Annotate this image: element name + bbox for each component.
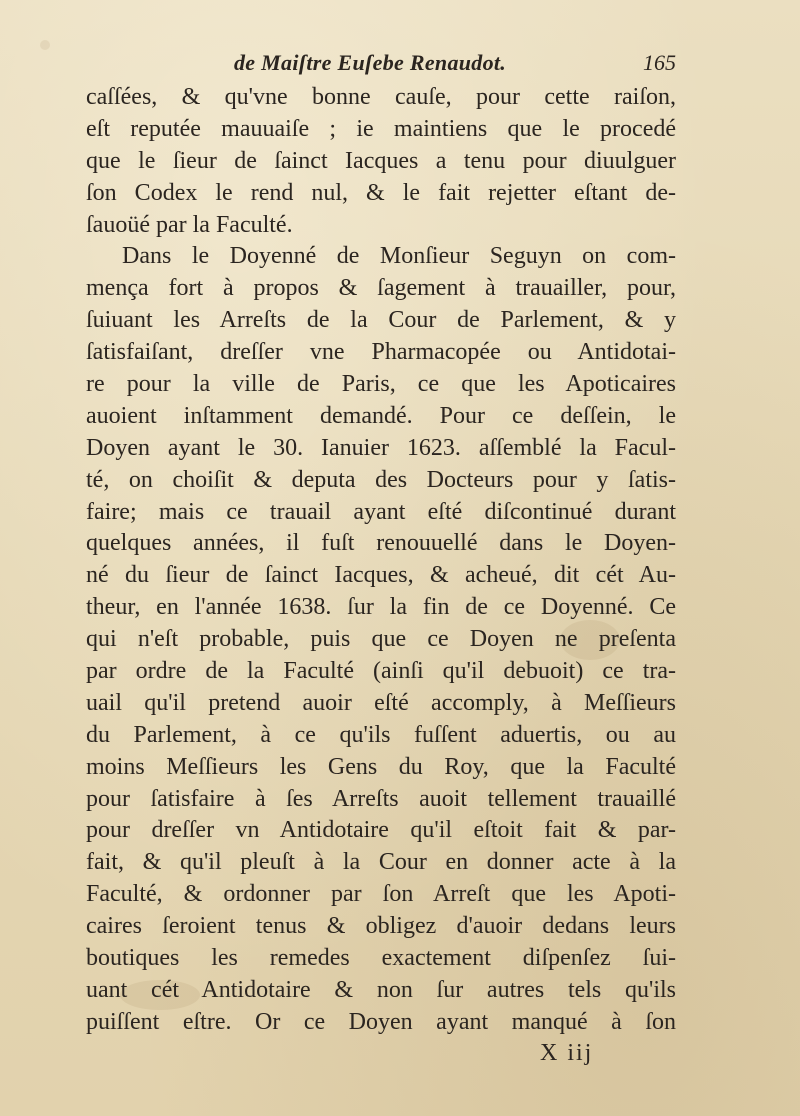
text-line: boutiques les remedes exactement diſpenſez ſui-: [86, 945, 676, 972]
text-line: uant cét Antidotaire & non ſur autres tels qu'ils: [86, 976, 676, 1003]
text-line: ſauoüé par la Faculté.: [86, 211, 293, 238]
text-line: quelques années, il fuſt renouuellé dans le Doyen-: [86, 530, 676, 557]
signature-mark: X iij: [540, 1040, 594, 1066]
text-line: auoient inſtamment demandé. Pour ce deſſein, le: [86, 402, 676, 429]
paragraph-start-line: Dans le Doyenné de Monſieur Seguyn on com-: [122, 243, 676, 270]
text-line: fait, & qu'il pleuſt à la Cour en donner acte à la: [86, 849, 676, 876]
text-line: theur, en l'année 1638. ſur la fin de ce Doyenné. Ce: [86, 594, 676, 621]
text-line: pour dreſſer vn Antidotaire qu'il eſtoit fait & par-: [86, 817, 676, 844]
text-line: pour ſatisfaire à ſes Arreſts auoit tellement trauaillé: [86, 785, 676, 812]
text-line: mença fort à propos & ſagement à trauailler, pour,: [86, 275, 676, 302]
text-line: moins Meſſieurs les Gens du Roy, que la Faculté: [86, 753, 676, 780]
text-line: re pour la ville de Paris, ce que les Apoticaires: [86, 371, 676, 398]
text-line: uail qu'il pretend auoir eſté accomply, à Meſſieurs: [86, 689, 676, 716]
body-text: [86, 82, 676, 1039]
text-line: ſuiuant les Arreſts de la Cour de Parlement, & y: [86, 307, 676, 334]
text-line: par ordre de la Faculté (ainſi qu'il debuoit) ce tra-: [86, 658, 676, 685]
text-line: eſt reputée mauuaiſe ; ie maintiens que le procedé: [86, 115, 676, 142]
text-line: caires ſeroient tenus & obligez d'auoir dedans leurs: [86, 913, 676, 940]
text-line: né du ſieur de ſainct Iacques, & acheué, dit cét Au-: [86, 562, 676, 589]
text-line: té, on choiſit & deputa des Docteurs pour y ſatis-: [86, 466, 676, 493]
text-line: qui n'eſt probable, puis que ce Doyen ne preſenta: [86, 626, 676, 653]
text-line: ſon Codex le rend nul, & le fait rejetter eſtant de-: [86, 179, 676, 206]
running-title: de Maiſtre Euſebe Renaudot.: [234, 50, 507, 75]
text-line: puiſſent eſtre. Or ce Doyen ayant manqué à ſon: [86, 1008, 676, 1035]
paper-spot: [40, 40, 50, 50]
text-line: que le ſieur de ſainct Iacques a tenu pour diuulguer: [86, 147, 676, 174]
running-head: [86, 46, 676, 86]
text-line: du Parlement, à ce qu'ils fuſſent aduertis, ou au: [86, 721, 676, 748]
text-line: Doyen ayant le 30. Ianuier 1623. aſſemblé la Facul-: [86, 434, 676, 461]
text-line: faire; mais ce trauail ayant eſté diſcontinué durant: [86, 498, 676, 525]
text-line: ſatisfaiſant, dreſſer vne Pharmacopée ou Antidotai-: [86, 339, 676, 366]
text-line: Faculté, & ordonner par ſon Arreſt que les Apoti-: [86, 881, 676, 908]
text-line: caſſées, & qu'vne bonne cauſe, pour cette raiſon,: [86, 84, 676, 110]
page-number: 165: [643, 50, 676, 75]
